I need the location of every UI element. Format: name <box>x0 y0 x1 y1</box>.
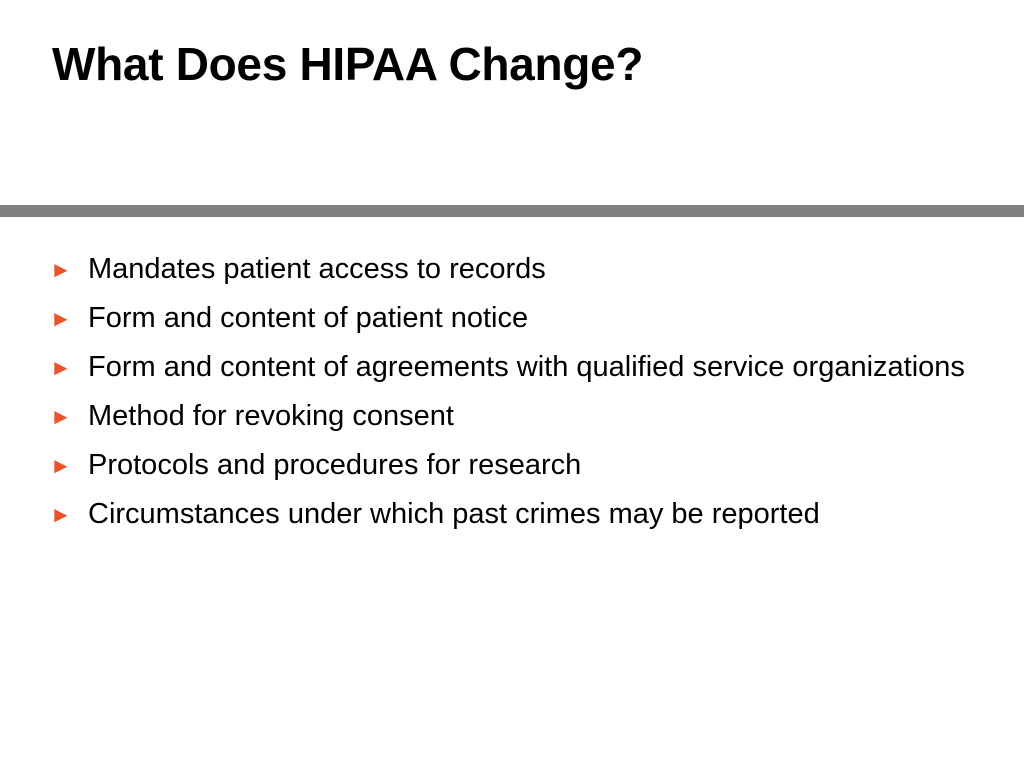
bullet-text: Form and content of agreements with qualified service organizations <box>88 351 965 383</box>
title-divider <box>0 205 1024 217</box>
list-item <box>50 494 980 535</box>
triangle-bullet-icon: ► <box>50 355 72 380</box>
list-item <box>50 445 980 486</box>
list-item <box>50 298 980 339</box>
triangle-bullet-icon: ► <box>50 257 72 282</box>
bullet-text: Circumstances under which past crimes may be reported <box>88 498 820 530</box>
bullet-text: Mandates patient access to records <box>88 253 546 285</box>
slide-title: What Does HIPAA Change? <box>52 38 644 90</box>
bullet-text: Method for revoking consent <box>88 400 454 432</box>
triangle-bullet-icon: ► <box>50 453 72 478</box>
triangle-bullet-icon: ► <box>50 502 72 527</box>
bullet-text: Protocols and procedures for research <box>88 449 582 481</box>
list-item <box>50 396 980 437</box>
triangle-bullet-icon: ► <box>50 306 72 331</box>
list-item <box>50 347 980 388</box>
bullet-text: Form and content of patient notice <box>88 302 529 334</box>
triangle-bullet-icon: ► <box>50 404 72 429</box>
list-item <box>50 249 980 290</box>
bullet-list <box>50 249 980 543</box>
